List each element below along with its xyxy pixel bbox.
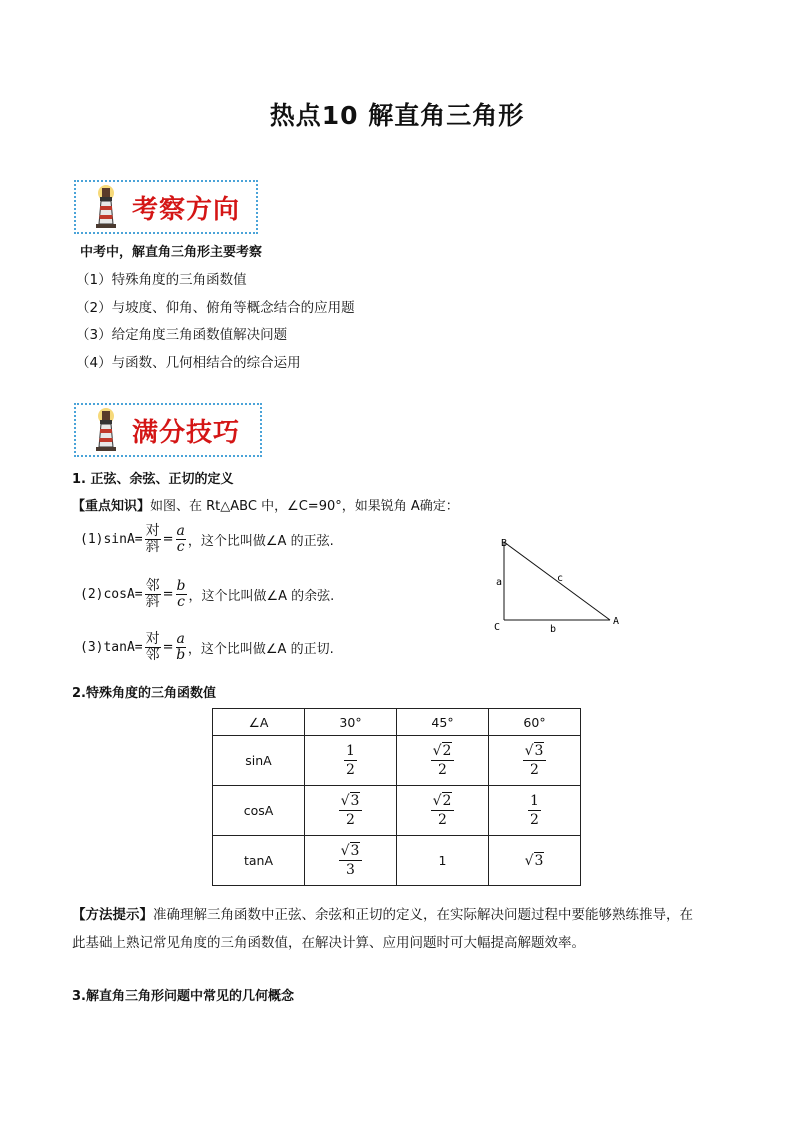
value-cell [397, 786, 489, 836]
var-num: a [176, 523, 185, 539]
table-row [213, 786, 581, 836]
header-cell: 30° [305, 709, 397, 736]
intro-item: （3）给定角度三角函数值解决问题 [76, 327, 288, 343]
section-heading-text: 考察方向 [132, 194, 241, 225]
intro-item: （1）特殊角度的三角函数值 [76, 272, 247, 288]
trig-values-table [212, 708, 581, 886]
fraction-den: 2 [346, 762, 355, 778]
lighthouse-icon [86, 407, 126, 453]
tip-label: 【方法提示】 [72, 907, 153, 923]
tip-text-1: 准确理解三角函数中正弦、余弦和正切的定义，在实际解决问题过程中要能够熟练推导，在 [153, 907, 693, 923]
word-den: 斜 [145, 594, 160, 610]
fraction-num: √3 [339, 792, 363, 811]
header-cell: ∠A [213, 709, 305, 736]
var-fraction [176, 579, 187, 610]
page-title: 热点10 解直角三角形 [269, 101, 525, 130]
fraction-den: 3 [346, 862, 355, 878]
radicand: 2 [442, 743, 452, 759]
table-row [213, 836, 581, 886]
fraction-num: √3 [339, 842, 363, 861]
fraction-num: 1 [346, 743, 355, 759]
radicand: 3 [534, 743, 544, 759]
function-name-cell: cosA [213, 786, 305, 836]
value-cell [305, 786, 397, 836]
value-cell [397, 736, 489, 786]
value-cell [305, 836, 397, 886]
right-triangle-diagram [488, 530, 628, 640]
def-prefix: (3)tanA= [80, 640, 143, 655]
fraction [431, 792, 455, 829]
part3-heading: 3.解直角三角形问题中常见的几何概念 [72, 989, 294, 1004]
word-den: 斜 [145, 539, 160, 555]
fraction [339, 842, 363, 879]
function-name-cell: sinA [213, 736, 305, 786]
word-fraction [145, 632, 161, 663]
var-num: b [176, 578, 186, 594]
def-suffix: ，这个比叫做∠A 的正弦. [187, 534, 334, 549]
side-c-label: c [557, 573, 564, 584]
def-suffix: ，这个比叫做∠A 的正切. [187, 642, 334, 657]
function-name-cell: tanA [213, 836, 305, 886]
fraction-num: √3 [523, 742, 547, 761]
knowledge-label: 【重点知识】 [72, 499, 151, 514]
lighthouse-icon [86, 184, 126, 230]
def-prefix: (2)cosA= [80, 587, 143, 602]
definition-sin [80, 524, 334, 555]
fraction [344, 742, 357, 779]
fraction-num: √2 [431, 742, 455, 761]
vertex-b-label: B [501, 538, 508, 549]
intro-item: （2）与坡度、仰角、俯角等概念结合的应用题 [76, 300, 355, 316]
value-cell [489, 736, 581, 786]
section-heading-text: 满分技巧 [132, 417, 241, 448]
var-den: c [177, 594, 185, 610]
radicand: 3 [534, 852, 544, 869]
fraction [523, 742, 547, 779]
value-cell [305, 736, 397, 786]
part2-heading: 2.特殊角度的三角函数值 [72, 686, 216, 701]
radicand: 3 [350, 793, 360, 809]
equals-sign: = [162, 587, 174, 602]
intro-lead: 中考中，解直角三角形主要考察 [80, 245, 263, 260]
vertex-c-label: C [494, 622, 501, 633]
table-header-row [213, 709, 581, 736]
equals-sign: = [162, 640, 174, 655]
part1-heading: 1. 正弦、余弦、正切的定义 [72, 472, 234, 487]
var-fraction [176, 632, 186, 663]
var-num: a [176, 631, 185, 647]
var-den: b [176, 647, 186, 663]
fraction-den: 2 [346, 812, 355, 828]
word-den: 邻 [145, 647, 160, 663]
table-row [213, 736, 581, 786]
fraction [528, 792, 541, 829]
side-a-label: a [496, 577, 503, 588]
header-cell: 60° [489, 709, 581, 736]
fraction [339, 792, 363, 829]
value-cell [489, 836, 581, 886]
var-den: c [176, 539, 185, 555]
word-num: 邻 [145, 578, 160, 594]
sqrt-value: √3 [524, 852, 544, 869]
knowledge-line [72, 495, 459, 514]
var-fraction [176, 524, 186, 555]
definition-cos [80, 579, 334, 610]
vertex-a-label: A [613, 616, 620, 627]
radicand: 2 [442, 793, 452, 809]
word-fraction [145, 524, 161, 555]
side-b-label: b [550, 624, 557, 635]
section-heading-tips [74, 403, 262, 457]
def-prefix: (1)sinA= [80, 532, 143, 547]
knowledge-text: 如图、在 Rt△ABC 中，∠C=90°，如果锐角 A确定： [150, 499, 459, 514]
fraction [431, 742, 455, 779]
radicand: 3 [350, 843, 360, 859]
value-cell: 1 [397, 836, 489, 886]
section-heading-examine [74, 180, 258, 234]
definition-tan [80, 632, 334, 663]
tip-text-2: 此基础上熟记常见角度的三角函数值，在解决计算、应用问题时可大幅提高解题效率。 [72, 935, 585, 951]
fraction-num: 1 [530, 793, 539, 809]
value-cell [489, 786, 581, 836]
word-fraction [145, 579, 161, 610]
equals-sign: = [162, 532, 174, 547]
fraction-den: 2 [438, 762, 447, 778]
tip-line-1 [72, 901, 732, 929]
header-cell: 45° [397, 709, 489, 736]
intro-item: （4）与函数、几何相结合的综合运用 [76, 355, 301, 371]
fraction-den: 2 [530, 812, 539, 828]
fraction-den: 2 [530, 762, 539, 778]
fraction-den: 2 [438, 812, 447, 828]
word-num: 对 [145, 631, 160, 647]
fraction-num: √2 [431, 792, 455, 811]
def-suffix: ，这个比叫做∠A 的余弦. [188, 589, 335, 604]
word-num: 对 [145, 523, 160, 539]
method-tip [72, 901, 732, 957]
